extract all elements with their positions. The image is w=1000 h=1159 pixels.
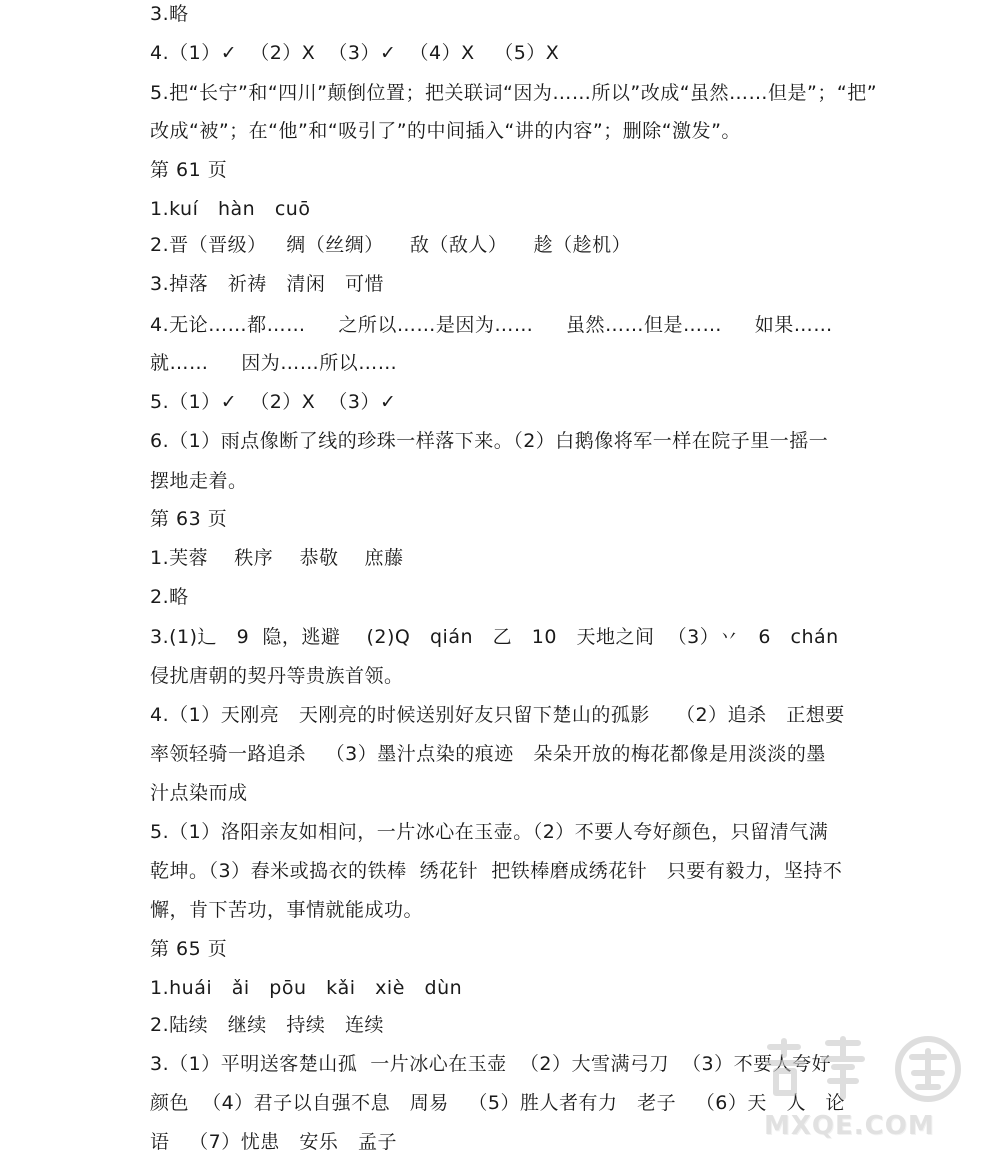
answer-line: 摆地走着。 [150,470,248,492]
answer-line: 率领轻骑一路追杀 （3）墨汁点染的痕迹 朵朵开放的梅花都像是用淡淡的墨 [150,743,826,765]
page-heading: 第 65 页 [150,938,228,960]
answer-line: 颜色 （4）君子以自强不息 周易 （5）胜人者有力 老子 （6）天 人 论 [150,1092,846,1114]
answer-line: 6.（1）雨点像断了线的珍珠一样落下来。（2）白鹅像将军一样在院子里一摇一 [150,430,829,452]
answer-line: 乾坤。（3）舂米或捣衣的铁棒 绣花针 把铁棒磨成绣花针 只要有毅力，坚持不 [150,860,843,882]
answer-line: 5.（1）洛阳亲友如相问，一片冰心在玉壶。（2）不要人夸好颜色，只留清气满 [150,821,829,843]
answer-line: 懈，肯下苦功，事情就能成功。 [150,899,424,921]
answer-line: 1.huái ǎi pōu kǎi xiè dùn [150,977,463,999]
answer-line: 汁点染而成 [150,782,248,804]
answer-line: 4.（1）天刚亮 天刚亮的时候送别好友只留下楚山的孤影 （2）追杀 正想要 [150,704,845,726]
answer-line: 1.芙蓉 秩序 恭敬 庶藤 [150,547,404,569]
answer-line: 改成“被”；在“他”和“吸引了”的中间插入“讲的内容”；删除“激发”。 [150,120,741,142]
answer-line: 2.陆续 继续 持续 连续 [150,1014,384,1036]
answer-line: 3.掉落 祈祷 清闲 可惜 [150,273,384,295]
answer-line: 2.略 [150,586,189,608]
answer-line: 语 （7）忧患 安乐 孟子 [150,1131,397,1153]
answer-line: 1.kuí hàn cuō [150,198,311,220]
answer-line: 4.无论……都…… 之所以……是因为…… 虽然……但是…… 如果…… [150,314,833,336]
answer-line: 侵扰唐朝的契丹等贵族首领。 [150,665,404,687]
answer-line: 3.（1）平明送客楚山孤 一片冰心在玉壶 （2）大雪满弓刀 （3）不要人夸好 [150,1053,832,1075]
answer-line: 5.（1）✓ （2）X （3）✓ [150,391,397,413]
page-heading: 第 61 页 [150,159,228,181]
answer-line: 2.晋（晋级） 绸（丝绸） 敌（敌人） 趁（趁机） [150,234,632,256]
page-heading: 第 63 页 [150,508,228,530]
answer-line: 5.把“长宁”和“四川”颠倒位置；把关联词“因为……所以”改成“虽然……但是”；“把” [150,82,878,104]
answer-line: 4.（1）✓ （2）X （3）✓ （4）X （5）X [150,42,560,64]
answer-line: 3.(1)辶 9 隐，逃避 (2)Q qián 乙 10 天地之间 （3）丷 6 chán [150,626,839,648]
answer-line: 就…… 因为……所以…… [150,352,398,374]
answer-line: 3.略 [150,3,189,25]
watermark-url: MXQE.COM [764,1111,935,1141]
